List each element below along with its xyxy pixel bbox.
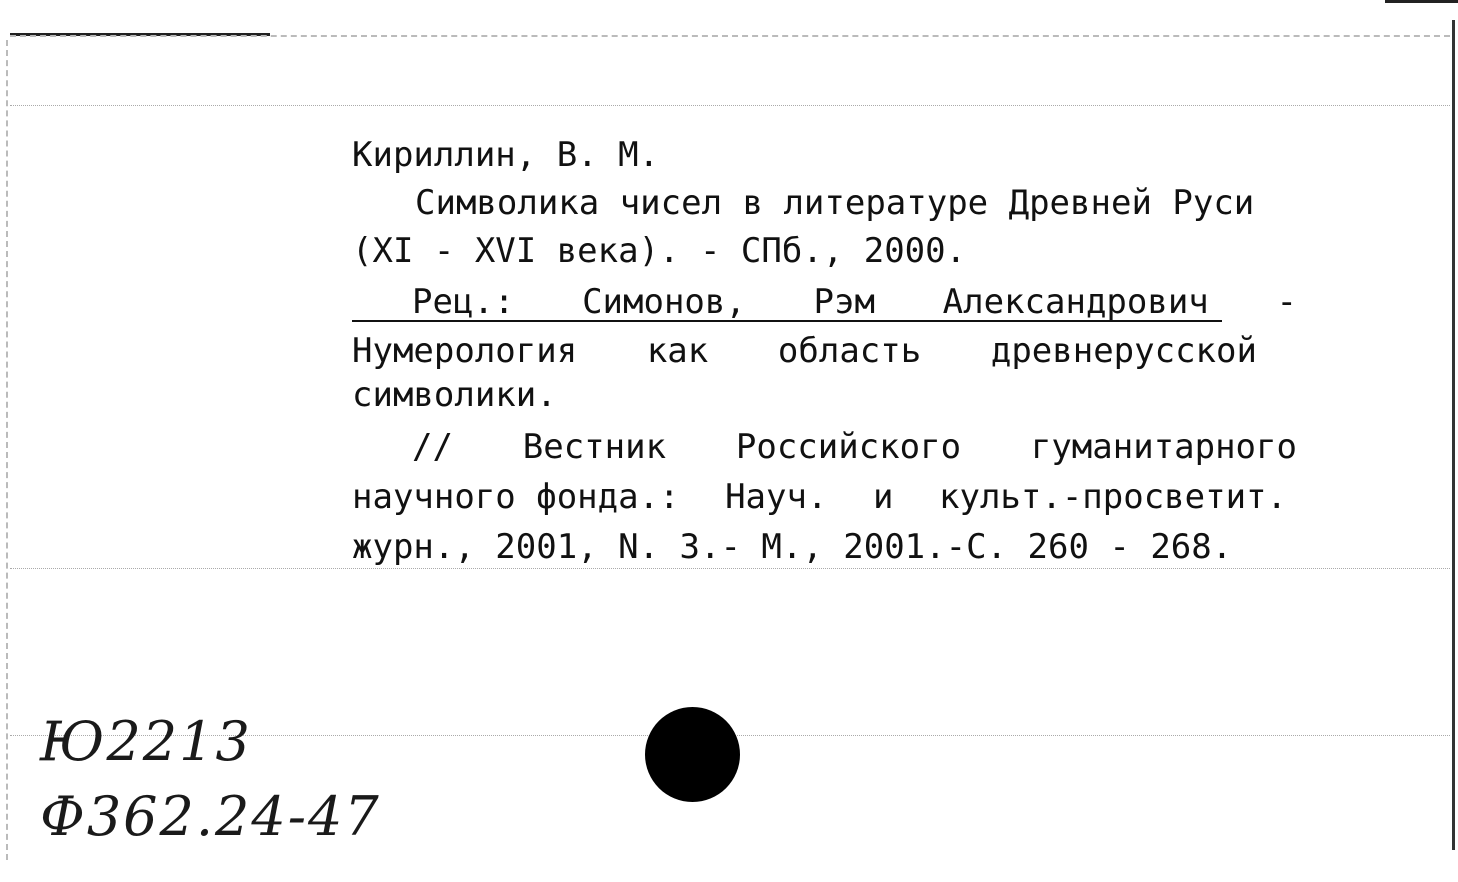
source-word: Вестник (522, 427, 667, 467)
source-separator: // (412, 427, 453, 467)
reviewer-surname: Симонов, (582, 282, 746, 322)
title-line-1: Символика чисел в литературе Древней Руси (415, 183, 1255, 223)
source-word: гуманитарного (1030, 427, 1297, 467)
source-line-1 (352, 427, 1297, 467)
author-heading: Кириллин, В. М. (352, 135, 660, 175)
shelfmark-line-1: Ю2213 (40, 710, 252, 773)
ruled-line (10, 568, 1450, 569)
source-line-3: журн., 2001, N. 3.- М., 2001.-С. 260 - 268. (352, 527, 1233, 567)
card-punch-hole (645, 707, 740, 802)
reviewer-name: Рэм (813, 282, 875, 322)
card-left-edge (6, 40, 8, 860)
ruled-line (10, 105, 1450, 106)
source-word: научного фонда.: (352, 477, 680, 517)
review-word: Нумерология (352, 331, 578, 371)
card-right-edge (1452, 20, 1455, 850)
review-line-3: символики. (352, 375, 557, 415)
review-label: Рец.: (412, 282, 515, 322)
review-word: область (777, 331, 922, 371)
source-word: культ.-просветит. (939, 477, 1287, 517)
review-line-1 (352, 282, 1297, 322)
reviewer-patronymic: Александрович (942, 282, 1209, 322)
source-word: Российского (735, 427, 962, 467)
source-line-2 (352, 477, 1287, 517)
source-word: и (872, 477, 894, 517)
source-word: Науч. (725, 477, 828, 517)
review-dash: - (1276, 282, 1297, 322)
shelfmark-line-2: Ф362.24-47 (40, 785, 381, 848)
review-line-2 (352, 331, 1257, 371)
review-underline (352, 320, 1222, 322)
card-top-dashed-rule (10, 35, 1450, 37)
title-line-2: (XI - XVI века). - СПб., 2000. (352, 231, 967, 271)
review-word: древнерусской (990, 331, 1257, 371)
card-edge-corner (1385, 0, 1458, 3)
review-word: как (646, 331, 709, 371)
